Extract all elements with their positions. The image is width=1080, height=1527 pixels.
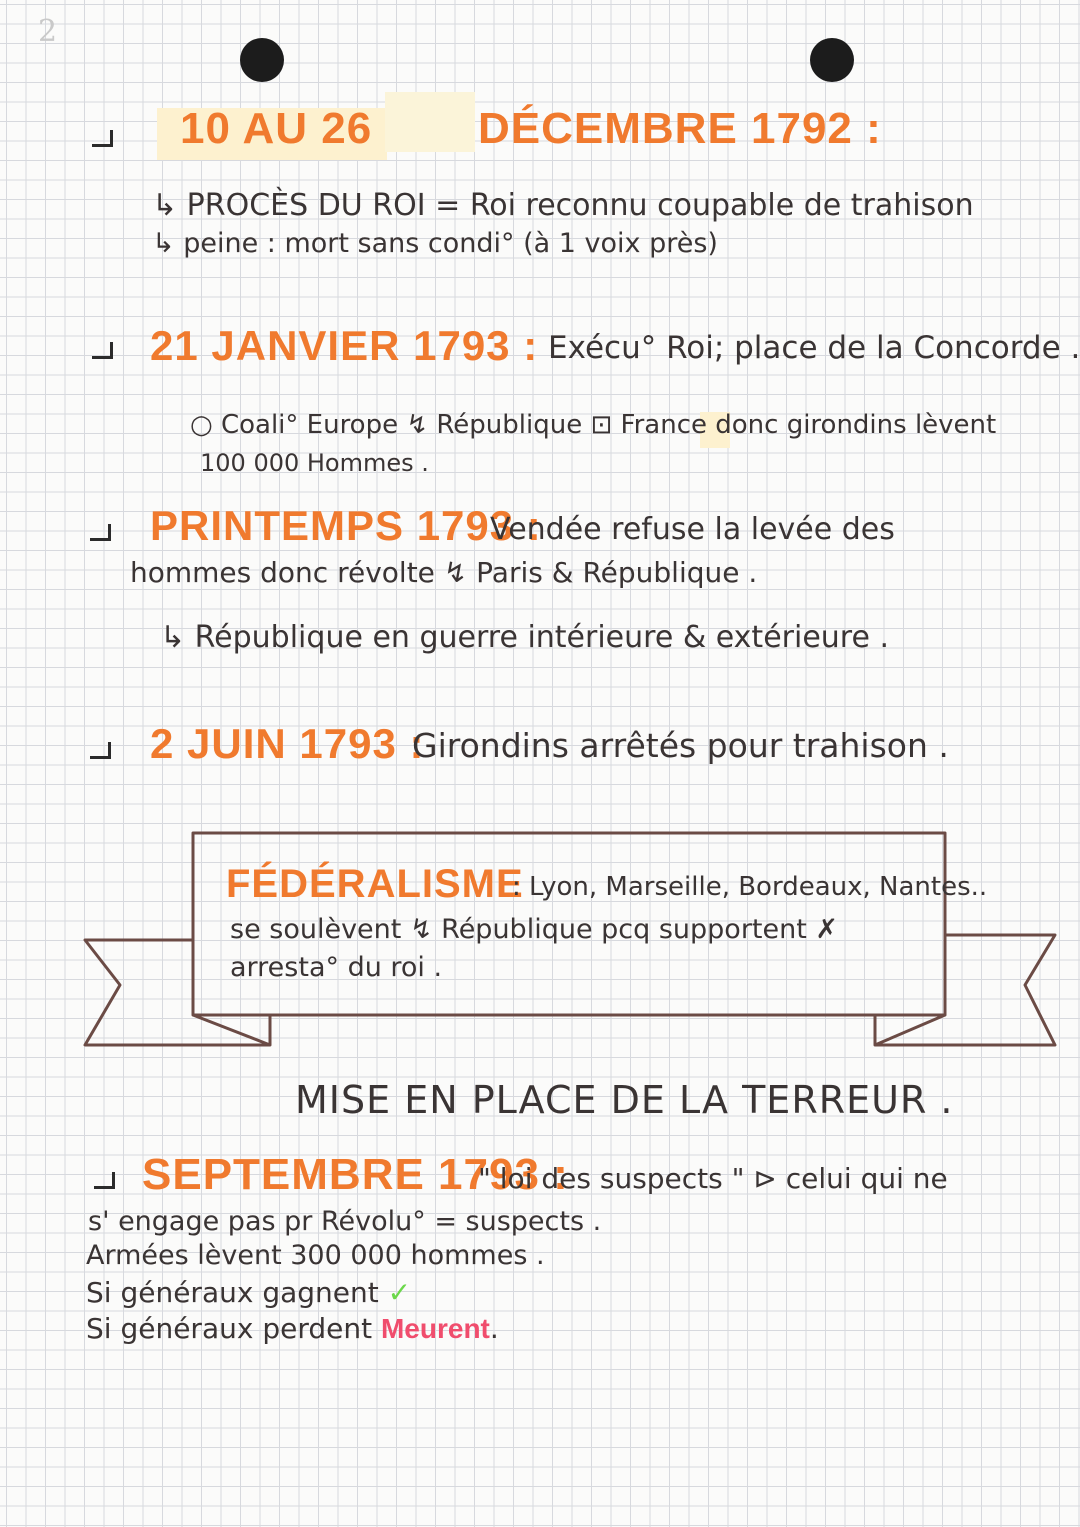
section5-line5-end: . [489,1312,499,1345]
banner-line3: arresta° du roi . [230,952,443,983]
section3-date: PRINTEMPS 1793 : [150,502,542,549]
section5-line4 [86,1276,411,1309]
section5-line4-text: Si généraux gagnent [86,1276,379,1309]
subheading-mise-en-place: MISE EN PLACE DE LA TERREUR . [295,1078,954,1122]
banner-line1: : Lyon, Marseille, Bordeaux, Nantes.. [512,872,988,902]
section2-date: 21 JANVIER 1793 : [150,322,539,369]
section5-date: SEPTEMBRE 1793 : [142,1150,569,1199]
checkbox-icon [90,524,111,541]
section3-consequence: ↳ République en guerre intérieure & extérieure . [160,620,889,655]
section1-date-month: DÉCEMBRE 1792 : [478,104,882,153]
section1-line2: ↳ peine : mort sans condi° (à 1 voix près) [152,228,718,259]
section5-line3: Armées lèvent 300 000 hommes . [86,1240,545,1271]
section5-line5-text: Si généraux perdent [86,1312,373,1345]
section4-date: 2 JUIN 1793 : [150,720,425,767]
section2-event: Exécu° Roi; place de la Concorde . [548,330,1080,366]
section5-event: " loi des suspects " ⊳ celui qui ne [478,1162,948,1195]
section4-event: Girondins arrêtés pour trahison . [412,726,949,765]
section5-line2: s' engage pas pr Révolu° = suspects . [88,1206,602,1237]
highlight-mark [385,92,475,152]
banner-title: FÉDÉRALISME [226,862,524,906]
section1-date-start: 10 AU 26 [180,104,373,153]
binder-hole-right [810,38,854,82]
checkbox-icon [94,1172,115,1189]
page-number: 2 [38,14,58,49]
section5-line5-emphasis: Meurent [380,1313,490,1344]
section3-event-line2: hommes donc révolte ↯ Paris & République . [130,556,758,589]
checkbox-icon [92,130,113,147]
section2-bullet-line1: ○ Coali° Europe ↯ République ⊡ France donc girondins lèvent [190,410,997,440]
checkbox-icon [90,742,111,759]
section5-line5 [86,1312,499,1345]
section1-line1: ↳ PROCÈS DU ROI = Roi reconnu coupable de trahison [152,188,974,223]
section3-event-line1: Vendée refuse la levée des [490,512,895,547]
binder-hole-left [240,38,284,82]
checkbox-icon [92,342,113,359]
section2-bullet-line2: 100 000 Hommes . [200,449,429,477]
checkmark-icon: ✓ [387,1276,412,1309]
banner-line2: se soulèvent ↯ République pcq supportent ✗ [230,914,839,945]
